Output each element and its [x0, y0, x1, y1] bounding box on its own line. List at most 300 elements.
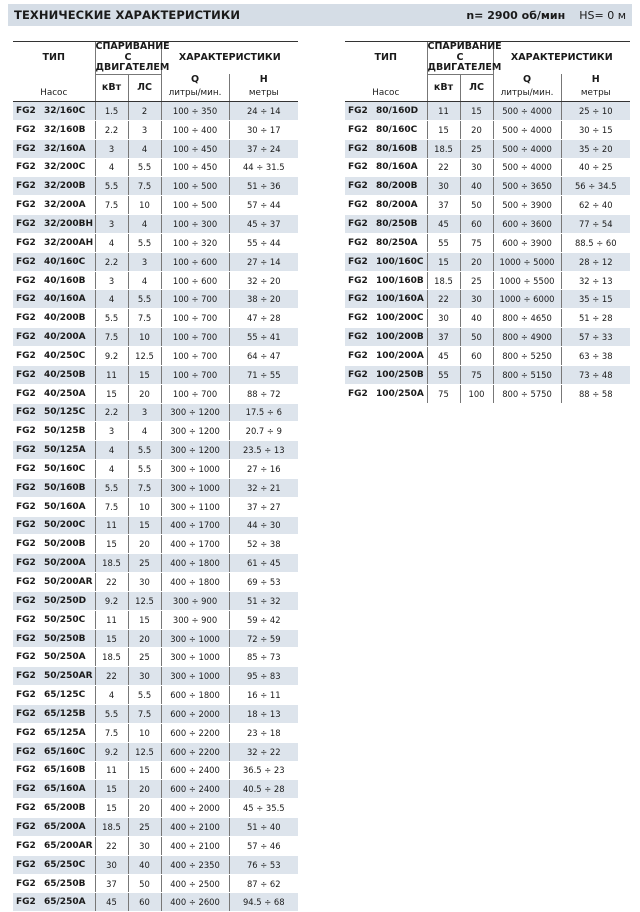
table-row [13, 591, 298, 610]
table-row [13, 422, 298, 441]
pump-size: 50/125C [44, 407, 86, 418]
table-row [345, 139, 630, 158]
hs-label: HS= 0 м [579, 8, 626, 22]
pump-size: 50/125B [44, 426, 86, 437]
table-row [13, 497, 298, 516]
motor-hp: 100 [460, 384, 493, 403]
flow-q: 300 ÷ 1200 [161, 422, 229, 441]
motor-hp: 50 [460, 328, 493, 347]
motor-kw: 15 [95, 799, 128, 818]
pump-model [13, 422, 95, 441]
motor-kw: 15 [95, 384, 128, 403]
pump-size: 65/160A [44, 784, 86, 795]
pump-series: FG2 [16, 218, 36, 229]
table-row [345, 365, 630, 384]
flow-q: 500 ÷ 4000 [493, 102, 561, 121]
pump-series: FG2 [16, 256, 36, 267]
motor-kw: 18.5 [427, 271, 460, 290]
pump-size: 80/160D [376, 105, 419, 116]
pump-series: FG2 [16, 690, 36, 701]
pump-model [13, 460, 95, 479]
col-q-unit: литры/мин. [161, 86, 229, 102]
flow-q: 600 ÷ 2200 [161, 723, 229, 742]
motor-hp: 10 [128, 723, 161, 742]
motor-hp: 12.5 [128, 346, 161, 365]
motor-hp: 40 [460, 309, 493, 328]
head-h: 25 ÷ 10 [561, 102, 630, 121]
pump-size: 50/200A [44, 558, 86, 569]
pump-size: 32/200AH [44, 237, 94, 248]
pump-series: FG2 [348, 237, 368, 248]
table-row [13, 139, 298, 158]
table-row [13, 403, 298, 422]
pump-series: FG2 [16, 426, 36, 437]
motor-hp: 25 [460, 139, 493, 158]
table-row [13, 761, 298, 780]
pump-model [345, 384, 427, 403]
table-row [13, 610, 298, 629]
pump-size: 40/200B [44, 313, 86, 324]
pump-model [13, 893, 95, 912]
flow-q: 400 ÷ 1700 [161, 535, 229, 554]
pump-size: 65/160B [44, 765, 86, 776]
pump-model [13, 328, 95, 347]
flow-q: 300 ÷ 1200 [161, 441, 229, 460]
flow-q: 100 ÷ 700 [161, 346, 229, 365]
flow-q: 800 ÷ 4650 [493, 309, 561, 328]
speed-info [466, 9, 626, 22]
pump-size: 32/160B [44, 124, 86, 135]
head-h: 85 ÷ 73 [229, 648, 298, 667]
pump-series: FG2 [348, 105, 368, 116]
head-h: 72 ÷ 59 [229, 629, 298, 648]
head-h: 62 ÷ 40 [561, 196, 630, 215]
head-h: 94.5 ÷ 68 [229, 893, 298, 912]
flow-q: 100 ÷ 450 [161, 139, 229, 158]
pump-series: FG2 [16, 350, 36, 361]
pump-size: 100/200C [376, 313, 424, 324]
pump-series: FG2 [16, 614, 36, 625]
motor-kw: 22 [95, 836, 128, 855]
flow-q: 500 ÷ 4000 [493, 158, 561, 177]
table-row [13, 855, 298, 874]
pump-model [345, 215, 427, 234]
flow-q: 400 ÷ 1800 [161, 554, 229, 573]
head-h: 16 ÷ 11 [229, 686, 298, 705]
pump-model [345, 177, 427, 196]
head-h: 20.7 ÷ 9 [229, 422, 298, 441]
table-row [13, 836, 298, 855]
head-h: 36.5 ÷ 23 [229, 761, 298, 780]
motor-hp: 30 [460, 290, 493, 309]
pump-size: 80/160B [376, 143, 418, 154]
motor-kw: 45 [427, 346, 460, 365]
table-row [13, 441, 298, 460]
pump-series: FG2 [348, 369, 368, 380]
pump-model [13, 591, 95, 610]
pump-series: FG2 [16, 765, 36, 776]
pump-size: 40/160A [44, 294, 86, 305]
motor-kw: 75 [427, 384, 460, 403]
pump-model [345, 252, 427, 271]
motor-kw: 30 [427, 309, 460, 328]
pump-size: 32/200A [44, 200, 86, 211]
pump-size: 65/125B [44, 708, 86, 719]
motor-hp: 15 [128, 761, 161, 780]
pump-size: 65/250B [44, 878, 86, 889]
head-h: 44 ÷ 30 [229, 516, 298, 535]
motor-kw: 11 [95, 516, 128, 535]
pump-size: 80/160A [376, 162, 418, 173]
flow-q: 100 ÷ 500 [161, 177, 229, 196]
motor-hp: 60 [128, 893, 161, 912]
table-row [13, 233, 298, 252]
table-row [13, 818, 298, 837]
flow-q: 400 ÷ 2350 [161, 855, 229, 874]
motor-hp: 75 [460, 233, 493, 252]
motor-hp: 30 [128, 667, 161, 686]
head-h: 88.5 ÷ 60 [561, 233, 630, 252]
flow-q: 800 ÷ 5150 [493, 365, 561, 384]
motor-kw: 15 [95, 780, 128, 799]
motor-kw: 22 [95, 667, 128, 686]
pump-series: FG2 [16, 463, 36, 474]
pump-series: FG2 [16, 558, 36, 569]
pump-size: 40/160C [44, 256, 86, 267]
head-h: 23.5 ÷ 13 [229, 441, 298, 460]
motor-kw: 5.5 [95, 478, 128, 497]
pump-model [345, 271, 427, 290]
pump-size: 65/125A [44, 727, 86, 738]
col-specs: ХАРАКТЕРИСТИКИ [161, 42, 298, 75]
table-row [345, 309, 630, 328]
pump-model [13, 139, 95, 158]
motor-kw: 2.2 [95, 120, 128, 139]
table-row [13, 554, 298, 573]
head-h: 32 ÷ 21 [229, 478, 298, 497]
pump-model [13, 761, 95, 780]
flow-q: 300 ÷ 1200 [161, 403, 229, 422]
flow-q: 600 ÷ 1800 [161, 686, 229, 705]
motor-kw: 3 [95, 422, 128, 441]
table-row [13, 460, 298, 479]
head-h: 37 ÷ 27 [229, 497, 298, 516]
head-h: 77 ÷ 54 [561, 215, 630, 234]
pump-model [13, 177, 95, 196]
table-row [345, 271, 630, 290]
pump-model [13, 818, 95, 837]
pump-series: FG2 [16, 445, 36, 456]
flow-q: 800 ÷ 4900 [493, 328, 561, 347]
pump-series: FG2 [16, 633, 36, 644]
pump-model [13, 478, 95, 497]
pump-size: 50/250B [44, 633, 86, 644]
motor-hp: 15 [128, 365, 161, 384]
table-row [13, 686, 298, 705]
flow-q: 100 ÷ 320 [161, 233, 229, 252]
pump-model [345, 158, 427, 177]
flow-q: 300 ÷ 900 [161, 591, 229, 610]
flow-q: 400 ÷ 1700 [161, 516, 229, 535]
pump-series: FG2 [16, 878, 36, 889]
motor-kw: 9.2 [95, 742, 128, 761]
col-hp: ЛС [128, 74, 161, 102]
motor-kw: 11 [95, 365, 128, 384]
pump-model [13, 648, 95, 667]
head-h: 73 ÷ 48 [561, 365, 630, 384]
head-h: 57 ÷ 33 [561, 328, 630, 347]
pump-model [13, 158, 95, 177]
table-row [345, 177, 630, 196]
motor-hp: 25 [128, 554, 161, 573]
flow-q: 500 ÷ 4000 [493, 120, 561, 139]
pump-size: 65/200B [44, 803, 86, 814]
pump-model [13, 836, 95, 855]
motor-kw: 9.2 [95, 591, 128, 610]
head-h: 69 ÷ 53 [229, 573, 298, 592]
pump-size: 32/160A [44, 143, 86, 154]
pump-size: 40/250C [44, 350, 86, 361]
table-row [13, 893, 298, 912]
flow-q: 100 ÷ 700 [161, 290, 229, 309]
flow-q: 300 ÷ 1000 [161, 648, 229, 667]
motor-kw: 4 [95, 290, 128, 309]
pump-series: FG2 [16, 840, 36, 851]
motor-hp: 7.5 [128, 705, 161, 724]
pump-series: FG2 [348, 162, 368, 173]
pump-size: 100/160B [376, 275, 424, 286]
flow-q: 100 ÷ 450 [161, 158, 229, 177]
pump-size: 100/250B [376, 369, 424, 380]
table-row [345, 252, 630, 271]
head-h: 52 ÷ 38 [229, 535, 298, 554]
pump-series: FG2 [16, 294, 36, 305]
motor-hp: 30 [128, 573, 161, 592]
motor-hp: 10 [128, 196, 161, 215]
head-h: 51 ÷ 36 [229, 177, 298, 196]
flow-q: 300 ÷ 1000 [161, 629, 229, 648]
table-row [345, 215, 630, 234]
table-row [13, 271, 298, 290]
motor-kw: 37 [427, 196, 460, 215]
motor-kw: 1.5 [95, 102, 128, 121]
flow-q: 400 ÷ 2500 [161, 874, 229, 893]
col-q: Q [161, 74, 229, 86]
motor-hp: 25 [128, 648, 161, 667]
pump-model [13, 215, 95, 234]
table-row [345, 384, 630, 403]
pump-series: FG2 [16, 577, 36, 588]
motor-kw: 3 [95, 215, 128, 234]
pump-model [13, 346, 95, 365]
head-h: 35 ÷ 15 [561, 290, 630, 309]
head-h: 27 ÷ 16 [229, 460, 298, 479]
col-type: ТИП [13, 42, 95, 75]
motor-kw: 11 [95, 761, 128, 780]
table-row [13, 196, 298, 215]
pump-series: FG2 [16, 784, 36, 795]
table-row [13, 478, 298, 497]
col-q: Q [493, 74, 561, 86]
pump-series: FG2 [16, 708, 36, 719]
table-row [13, 874, 298, 893]
motor-kw: 18.5 [427, 139, 460, 158]
table-row [13, 102, 298, 121]
pump-size: 100/160A [376, 294, 424, 305]
pump-size: 100/160C [376, 256, 424, 267]
spec-table-left [13, 41, 298, 912]
pump-size: 80/200B [376, 181, 418, 192]
pump-series: FG2 [16, 313, 36, 324]
motor-hp: 10 [128, 328, 161, 347]
col-motor: СПАРИВАНИЕ С ДВИГАТЕЛЕМ [95, 41, 170, 73]
table-row [13, 516, 298, 535]
flow-q: 300 ÷ 1000 [161, 667, 229, 686]
table-row [345, 328, 630, 347]
motor-hp: 20 [128, 384, 161, 403]
table-row [13, 667, 298, 686]
flow-q: 600 ÷ 3900 [493, 233, 561, 252]
flow-q: 100 ÷ 300 [161, 215, 229, 234]
table-row [345, 158, 630, 177]
table-row [345, 120, 630, 139]
table-row [345, 346, 630, 365]
motor-hp: 10 [128, 497, 161, 516]
table-row [13, 215, 298, 234]
motor-hp: 20 [460, 120, 493, 139]
head-h: 55 ÷ 44 [229, 233, 298, 252]
flow-q: 300 ÷ 1000 [161, 478, 229, 497]
col-q-unit: литры/мин. [493, 86, 561, 102]
pump-series: FG2 [348, 181, 368, 192]
flow-q: 100 ÷ 700 [161, 384, 229, 403]
head-h: 47 ÷ 28 [229, 309, 298, 328]
table-row [13, 177, 298, 196]
pump-series: FG2 [16, 237, 36, 248]
col-hp: ЛС [460, 74, 493, 102]
flow-q: 400 ÷ 2100 [161, 836, 229, 855]
flow-q: 100 ÷ 600 [161, 271, 229, 290]
pump-series: FG2 [16, 595, 36, 606]
pump-size: 32/160C [44, 105, 86, 116]
motor-hp: 3 [128, 403, 161, 422]
pump-series: FG2 [16, 162, 36, 173]
pump-series: FG2 [16, 482, 36, 493]
pump-series: FG2 [348, 143, 368, 154]
flow-q: 100 ÷ 400 [161, 120, 229, 139]
pump-size: 100/250A [376, 388, 424, 399]
speed-label: n= 2900 об/мин [466, 8, 566, 22]
motor-hp: 3 [128, 120, 161, 139]
motor-kw: 18.5 [95, 648, 128, 667]
motor-kw: 5.5 [95, 705, 128, 724]
flow-q: 300 ÷ 900 [161, 610, 229, 629]
motor-kw: 18.5 [95, 818, 128, 837]
pump-size: 50/250D [44, 595, 87, 606]
flow-q: 800 ÷ 5250 [493, 346, 561, 365]
pump-size: 100/200B [376, 332, 424, 343]
pump-model [13, 874, 95, 893]
pump-model [13, 535, 95, 554]
pump-series: FG2 [348, 350, 368, 361]
motor-hp: 20 [128, 535, 161, 554]
pump-series: FG2 [16, 671, 36, 682]
pump-model [345, 346, 427, 365]
motor-hp: 50 [460, 196, 493, 215]
pump-series: FG2 [16, 369, 36, 380]
motor-kw: 37 [95, 874, 128, 893]
pump-size: 50/125A [44, 445, 86, 456]
col-h: H [229, 74, 298, 86]
pump-series: FG2 [16, 200, 36, 211]
pump-series: FG2 [16, 803, 36, 814]
table-row [13, 365, 298, 384]
motor-hp: 20 [128, 799, 161, 818]
motor-hp: 30 [128, 836, 161, 855]
pump-size: 32/200C [44, 162, 86, 173]
pump-size: 100/200A [376, 350, 424, 361]
motor-kw: 11 [427, 102, 460, 121]
motor-hp: 2 [128, 102, 161, 121]
table-row [13, 158, 298, 177]
pump-series: FG2 [348, 388, 368, 399]
head-h: 45 ÷ 37 [229, 215, 298, 234]
head-h: 59 ÷ 42 [229, 610, 298, 629]
flow-q: 300 ÷ 1100 [161, 497, 229, 516]
head-h: 76 ÷ 53 [229, 855, 298, 874]
head-h: 32 ÷ 20 [229, 271, 298, 290]
pump-model [13, 233, 95, 252]
pump-model [13, 667, 95, 686]
pump-model [13, 705, 95, 724]
head-h: 32 ÷ 22 [229, 742, 298, 761]
motor-kw: 7.5 [95, 196, 128, 215]
flow-q: 100 ÷ 700 [161, 328, 229, 347]
pump-model [13, 742, 95, 761]
pump-model [13, 384, 95, 403]
motor-kw: 7.5 [95, 328, 128, 347]
pump-model [345, 196, 427, 215]
motor-hp: 7.5 [128, 309, 161, 328]
motor-kw: 37 [427, 328, 460, 347]
motor-hp: 75 [460, 365, 493, 384]
motor-hp: 25 [128, 818, 161, 837]
head-h: 56 ÷ 34.5 [561, 177, 630, 196]
motor-kw: 4 [95, 158, 128, 177]
flow-q: 100 ÷ 700 [161, 365, 229, 384]
pump-series: FG2 [16, 388, 36, 399]
flow-q: 300 ÷ 1000 [161, 460, 229, 479]
pump-size: 40/200A [44, 332, 86, 343]
table-row [13, 573, 298, 592]
pump-model [345, 102, 427, 121]
pump-series: FG2 [348, 200, 368, 211]
motor-hp: 15 [128, 610, 161, 629]
flow-q: 500 ÷ 3650 [493, 177, 561, 196]
flow-q: 400 ÷ 2600 [161, 893, 229, 912]
motor-kw: 5.5 [95, 309, 128, 328]
head-h: 40.5 ÷ 28 [229, 780, 298, 799]
flow-q: 100 ÷ 700 [161, 309, 229, 328]
pump-size: 40/250A [44, 388, 86, 399]
pump-size: 65/200A [44, 821, 86, 832]
head-h: 57 ÷ 46 [229, 836, 298, 855]
pump-size: 50/160A [44, 501, 86, 512]
pump-size: 50/200AR [44, 577, 93, 588]
pump-size: 40/250B [44, 369, 86, 380]
pump-size: 65/250A [44, 897, 86, 908]
flow-q: 400 ÷ 1800 [161, 573, 229, 592]
